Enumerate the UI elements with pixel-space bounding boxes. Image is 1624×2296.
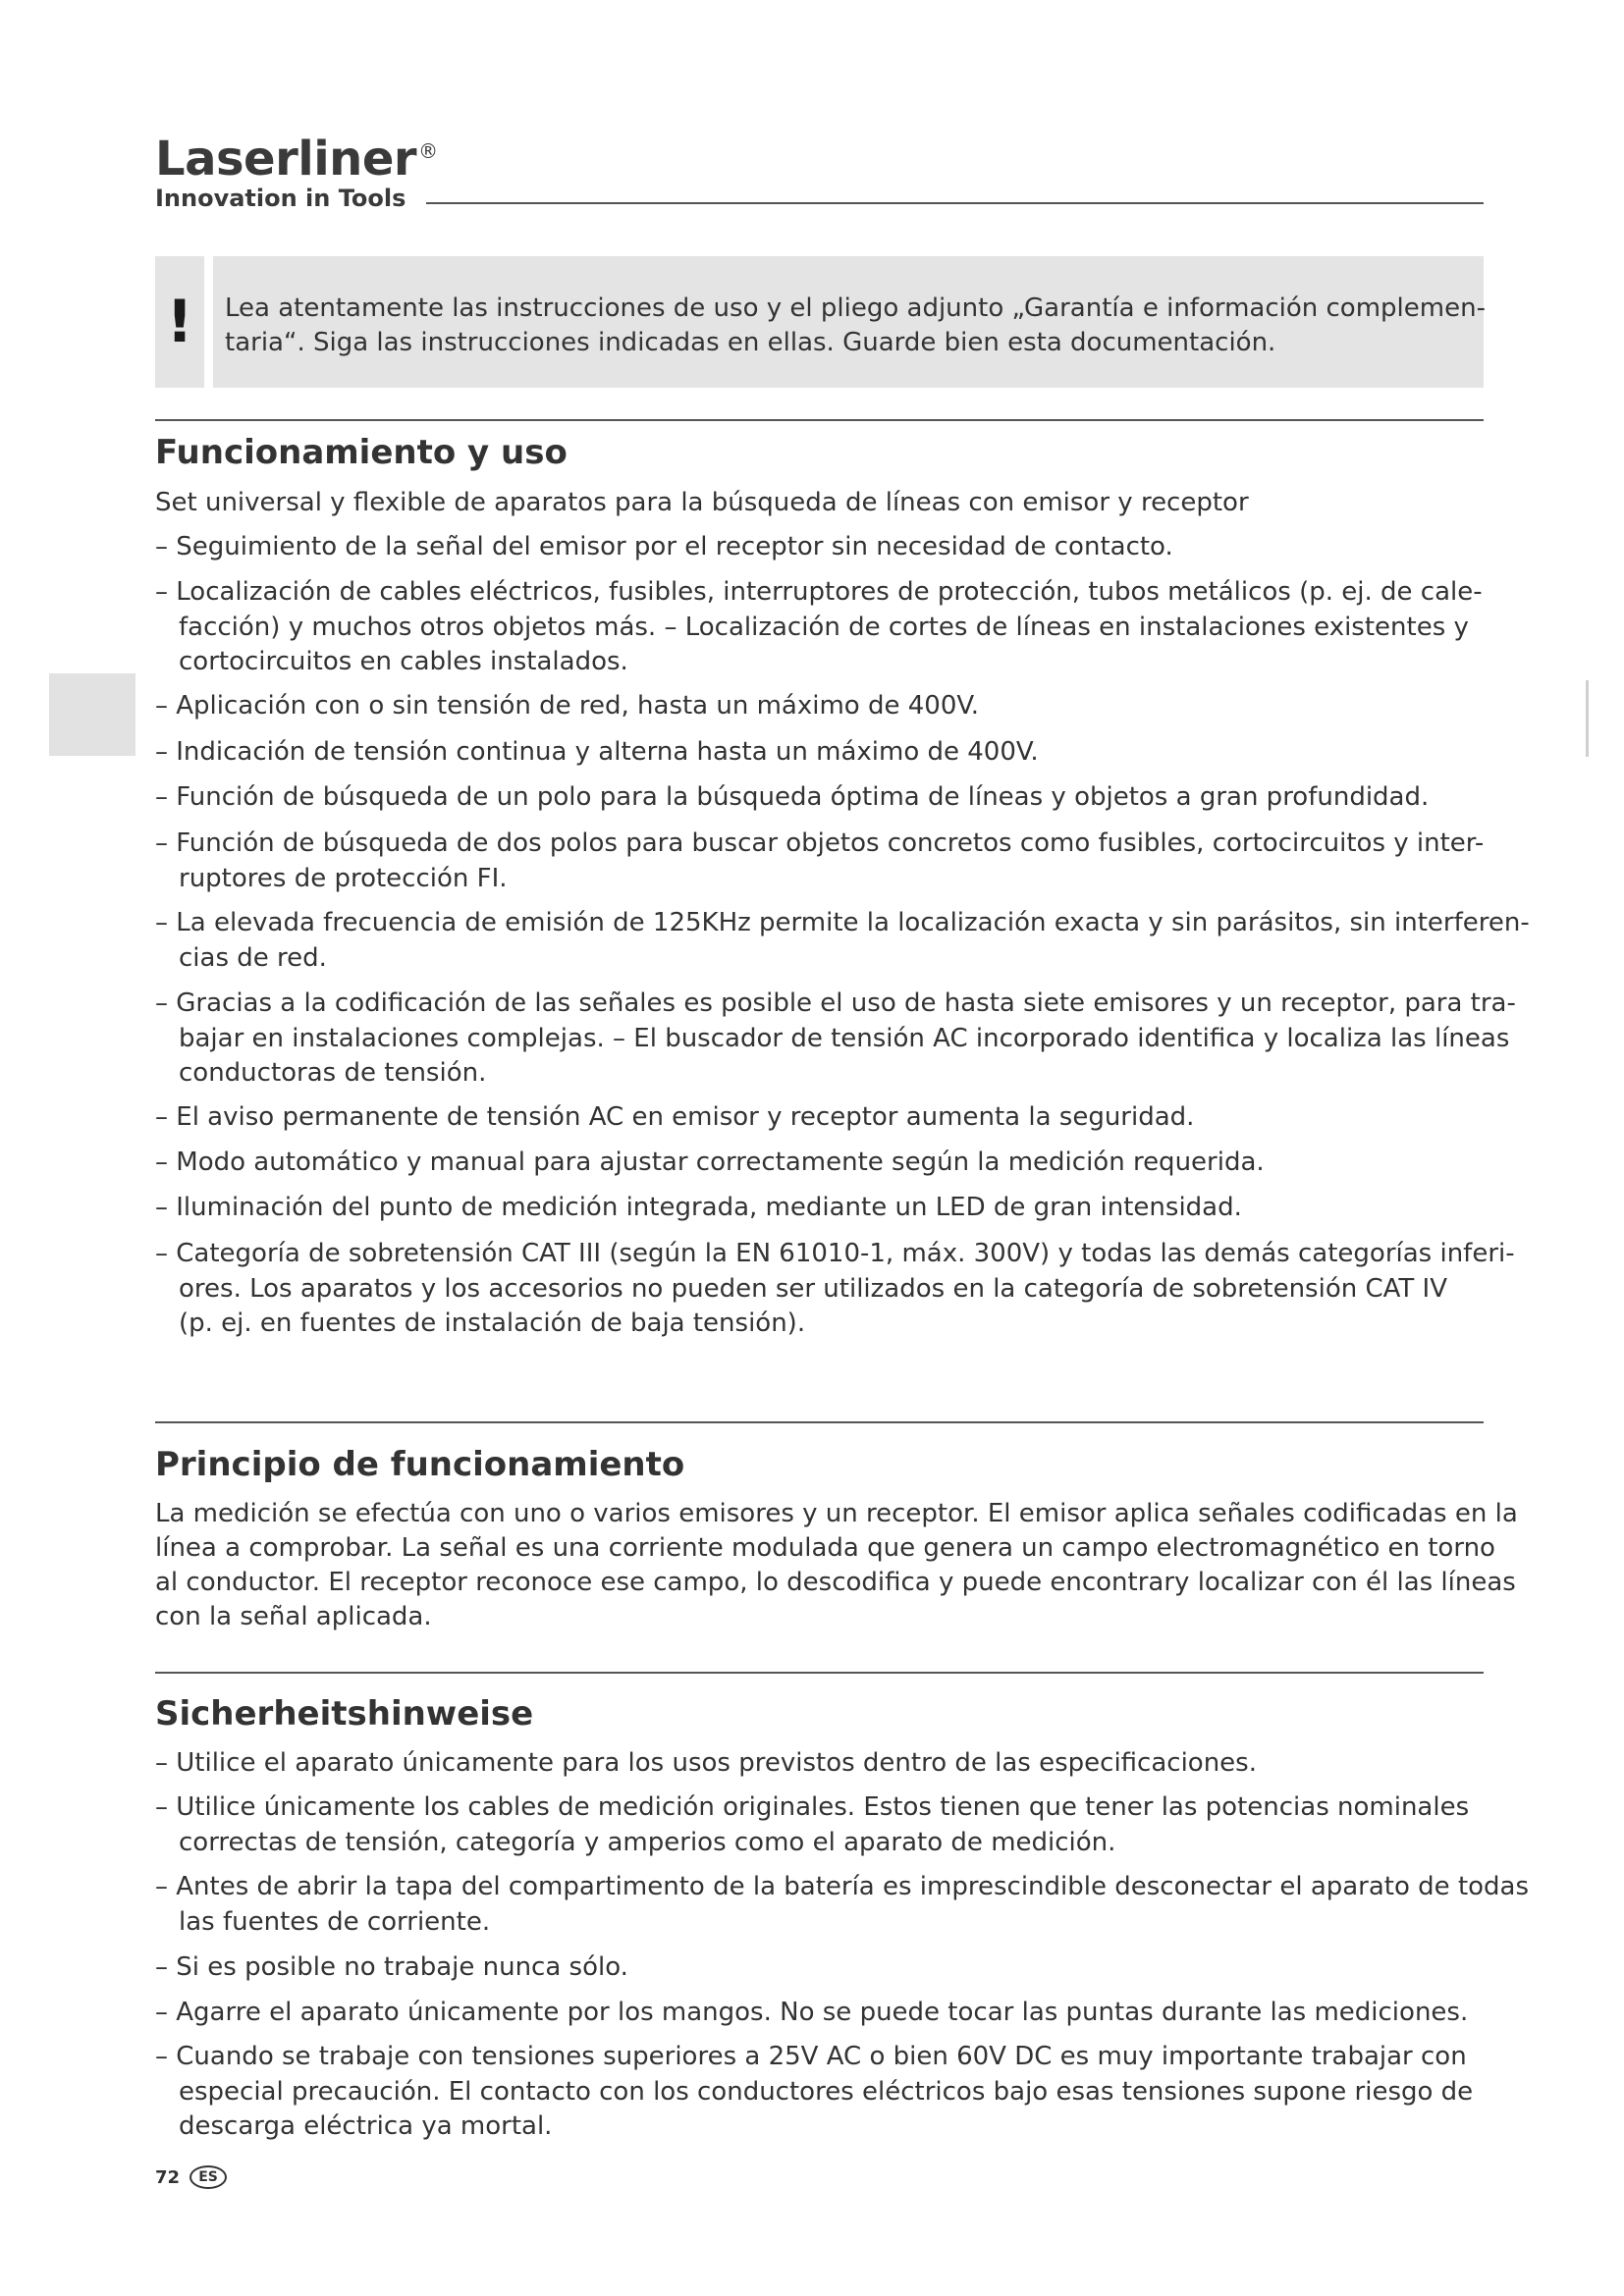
section-title-sicherheitshinweise: Sicherheitshinweise: [155, 1694, 534, 1734]
list-item: [155, 1996, 1468, 2031]
list-item-text: – Función de búsqueda de un polo para la búsqueda óptima de líneas y objetos a gran profundidad.: [155, 782, 1430, 812]
language-badge: ES: [189, 2165, 227, 2189]
header-rule: [426, 202, 1484, 204]
list-item: [155, 1870, 1529, 1940]
warning-icon: !: [155, 256, 204, 388]
list-item: [155, 689, 979, 724]
list-item-text: cias de red.: [179, 942, 327, 973]
list-item-text: – Gracias a la codificación de las señales es posible el uso de hasta siete emisores y un receptor, para tra-: [155, 988, 1516, 1018]
page-footer: [155, 2165, 227, 2189]
paragraph-line: La medición se efectúa con uno o varios emisores y un receptor. El emisor aplica señales codificadas en la: [155, 1499, 1518, 1528]
list-item-text: – Si es posible no trabaje nunca sólo.: [155, 1952, 628, 1982]
paragraph-line: al conductor. El receptor reconoce ese campo, lo descodifica y puede encontrary localizar con él las líneas: [155, 1568, 1516, 1597]
list-item-text: – Antes de abrir la tapa del compartimento de la batería es imprescindible desconectar el aparato de todas: [155, 1872, 1530, 1901]
list-item-text: – Indicación de tensión continua y alterna hasta un máximo de 400V.: [155, 737, 1039, 767]
list-item: [155, 1191, 1242, 1226]
list-item-text: – Utilice el aparato únicamente para los usos previstos dentro de las especificaciones.: [155, 1748, 1257, 1778]
section-rule: [155, 1672, 1484, 1674]
list-item-text: especial precaución. El contacto con los conductores eléctricos bajo esas tensiones supone riesgo de: [179, 2076, 1474, 2107]
list-item: [155, 827, 1484, 896]
brand-wordmark: Laserliner: [155, 132, 417, 187]
list-item-text: – Función de búsqueda de dos polos para buscar objetos concretos como fusibles, cortocircuitos y inter-: [155, 828, 1485, 858]
list-item-text: conductoras de tensión.: [179, 1058, 487, 1088]
paragraph-line: línea a comprobar. La señal es una corriente modulada que genera un campo electromagnético en torno: [155, 1533, 1495, 1563]
side-edge-marker: [1586, 680, 1589, 757]
list-item-text: las fuentes de corriente.: [179, 1906, 491, 1937]
list-item-text: – Iluminación del punto de medición integrada, mediante un LED de gran intensidad.: [155, 1193, 1242, 1222]
list-item-text: – Agarre el aparato únicamente por los mangos. No se puede tocar las puntas durante las mediciones.: [155, 1998, 1469, 2027]
brand-logo: [155, 126, 438, 212]
list-item-text: – Localización de cables eléctricos, fusibles, interruptores de protección, tubos metálicos (p. ej. de cale-: [155, 577, 1483, 607]
list-item-text: correctas de tensión, categoría y amperios como el aparato de medición.: [179, 1827, 1116, 1857]
list-item-text: – La elevada frecuencia de emisión de 125KHz permite la localización exacta y sin parásitos, sin interferen-: [155, 908, 1530, 937]
list-item: [155, 2040, 1473, 2145]
list-item-text: – Utilice únicamente los cables de medición originales. Estos tienen que tener las potencias nominales: [155, 1792, 1470, 1822]
list-item: [155, 1950, 628, 1986]
section-rule: [155, 1421, 1484, 1423]
section-intro: Set universal y flexible de aparatos para la búsqueda de líneas con emisor y receptor: [155, 488, 1249, 517]
list-item: [155, 987, 1516, 1092]
notice-line: taria“. Siga las instrucciones indicadas en ellas. Guarde bien esta documentación.: [225, 328, 1276, 357]
list-item: [155, 735, 1039, 771]
list-item-text: descarga eléctrica ya mortal.: [179, 2111, 553, 2141]
list-item-text: facción) y muchos otros objetos más. – Localización de cortes de líneas en instalaciones existentes y: [179, 612, 1469, 642]
brand-name: [155, 126, 438, 185]
page-number: 72: [155, 2166, 181, 2188]
list-item-text: – Seguimiento de la señal del emisor por el receptor sin necesidad de contacto.: [155, 532, 1173, 561]
notice-line: Lea atentamente las instrucciones de uso y el pliego adjunto „Garantía e información complemen-: [225, 294, 1486, 323]
list-item: [155, 530, 1173, 565]
list-item-text: – Modo automático y manual para ajustar correctamente según la medición requerida.: [155, 1148, 1265, 1177]
list-item-text: cortocircuitos en cables instalados.: [179, 647, 628, 676]
list-item: [155, 1100, 1194, 1136]
list-item-text: – Categoría de sobretensión CAT III (según la EN 61010-1, máx. 300V) y todas las demás categorías inferi-: [155, 1239, 1515, 1268]
brand-tagline: Innovation in Tools: [155, 185, 406, 212]
notice-box: [213, 256, 1484, 388]
list-item-text: – El aviso permanente de tensión AC en emisor y receptor aumenta la seguridad.: [155, 1102, 1195, 1132]
list-item-text: (p. ej. en fuentes de instalación de baja tensión).: [179, 1308, 806, 1338]
list-item: [155, 1146, 1265, 1181]
list-item: [155, 780, 1429, 816]
side-tab-marker: [49, 673, 135, 756]
list-item: [155, 906, 1530, 976]
list-item-text: bajar en instalaciones complejas. – El buscador de tensión AC incorporado identifica y localiza las líneas: [179, 1023, 1510, 1053]
section-title-principio: Principio de funcionamiento: [155, 1445, 685, 1484]
list-item-text: – Aplicación con o sin tensión de red, hasta un máximo de 400V.: [155, 691, 980, 721]
list-item: [155, 1790, 1469, 1860]
paragraph-line: con la señal aplicada.: [155, 1602, 432, 1631]
list-item-text: ruptores de protección FI.: [179, 863, 508, 893]
registered-mark: ®: [418, 139, 438, 163]
section-rule: [155, 419, 1484, 421]
list-item: [155, 1237, 1515, 1342]
list-item: [155, 575, 1483, 680]
list-item-text: – Cuando se trabaje con tensiones superiores a 25V AC o bien 60V DC es muy importante trabajar con: [155, 2042, 1467, 2071]
section-title-funcionamiento: Funcionamiento y uso: [155, 433, 568, 472]
list-item: [155, 1746, 1257, 1782]
list-item-text: ores. Los aparatos y los accesorios no pueden ser utilizados en la categoría de sobretensión CAT IV: [179, 1273, 1448, 1304]
